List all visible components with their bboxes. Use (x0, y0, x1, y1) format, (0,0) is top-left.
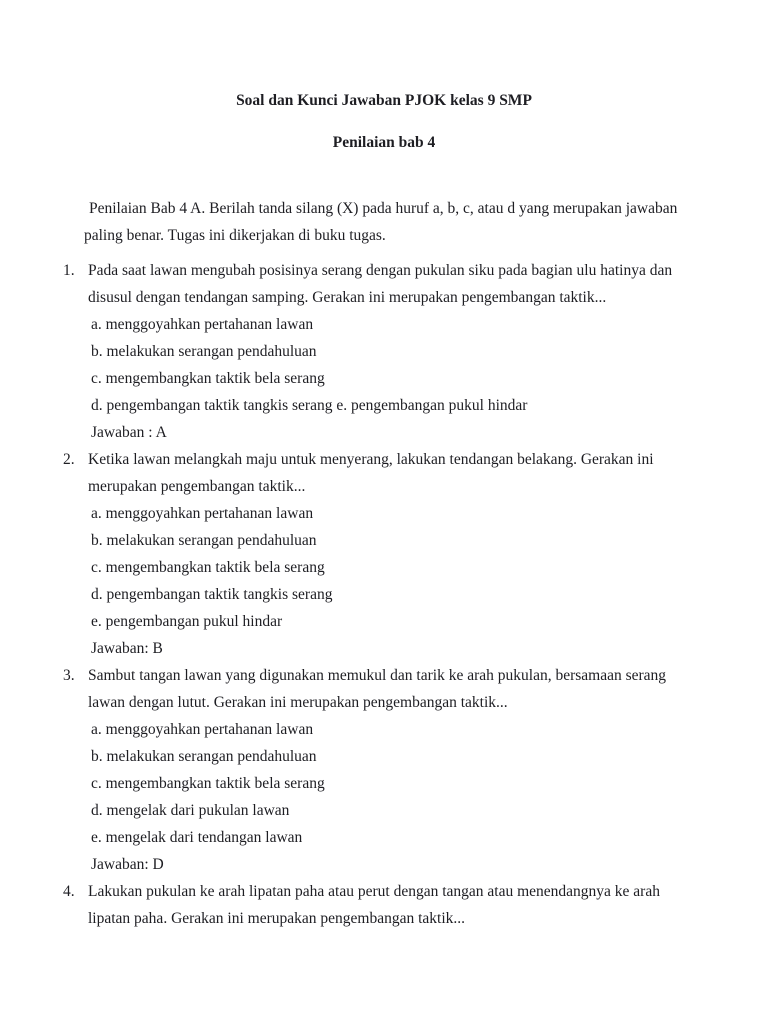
option-line: e. mengelak dari tendangan lawan (91, 829, 303, 846)
option-line: c. mengembangkan taktik bela serang (91, 775, 325, 792)
option-line: d. pengembangan taktik tangkis serang e. pengembangan pukul hindar (91, 397, 528, 414)
answer-line: Jawaban: B (91, 640, 163, 657)
document-title: Soal dan Kunci Jawaban PJOK kelas 9 SMP (236, 92, 532, 109)
answer-line: Jawaban: D (91, 856, 164, 873)
intro-paragraph: Penilaian Bab 4 A. Berilah tanda silang (X) pada huruf a, b, c, atau d yang merupakan jawaban paling benar. Tugas ini dikerjakan di buku tugas. (84, 200, 678, 244)
option-line: a. menggoyahkan pertahanan lawan (91, 721, 314, 738)
question-text: Sambut tangan lawan yang digunakan memukul dan tarik ke arah pukulan, bersamaan serang lawan dengan lutut. Gerakan ini merupakan pengembangan taktik... (88, 667, 667, 711)
question-content (88, 662, 688, 878)
question-item-4 (63, 878, 768, 932)
question-content (88, 878, 688, 932)
option-line: d. mengelak dari pukulan lawan (91, 802, 290, 819)
question-number: 4. (63, 883, 75, 900)
question-content (88, 257, 688, 446)
question-item-3 (63, 662, 768, 878)
question-text: Ketika lawan melangkah maju untuk menyerang, lakukan tendangan belakang. Gerakan ini merupakan pengembangan taktik... (88, 451, 654, 495)
option-line: e. pengembangan pukul hindar (91, 613, 283, 630)
option-line: d. pengembangan taktik tangkis serang (91, 586, 333, 603)
answer-line: Jawaban : A (91, 424, 167, 441)
option-line: a. menggoyahkan pertahanan lawan (91, 316, 314, 333)
question-number: 3. (63, 667, 75, 684)
option-line: b. melakukan serangan pendahuluan (91, 343, 317, 360)
document-subtitle: Penilaian bab 4 (332, 134, 436, 151)
document-body (0, 195, 768, 932)
question-number: 2. (63, 451, 75, 468)
option-line: a. menggoyahkan pertahanan lawan (91, 505, 314, 522)
option-line: b. melakukan serangan pendahuluan (91, 748, 317, 765)
option-line: b. melakukan serangan pendahuluan (91, 532, 317, 549)
question-item-2 (63, 446, 768, 662)
option-line: c. mengembangkan taktik bela serang (91, 370, 325, 387)
question-text: Lakukan pukulan ke arah lipatan paha atau perut dengan tangan atau menendangnya ke arah lipatan paha. Gerakan ini merupakan pengembangan taktik... (88, 883, 660, 927)
question-list (63, 257, 768, 932)
question-number: 1. (63, 262, 75, 279)
option-line: c. mengembangkan taktik bela serang (91, 559, 325, 576)
question-text: Pada saat lawan mengubah posisinya serang dengan pukulan siku pada bagian ulu hatinya dan disusul dengan tendangan samping. Gerakan ini merupakan pengembangan taktik... (88, 262, 673, 306)
question-content (88, 446, 688, 662)
question-item-1 (63, 257, 768, 446)
